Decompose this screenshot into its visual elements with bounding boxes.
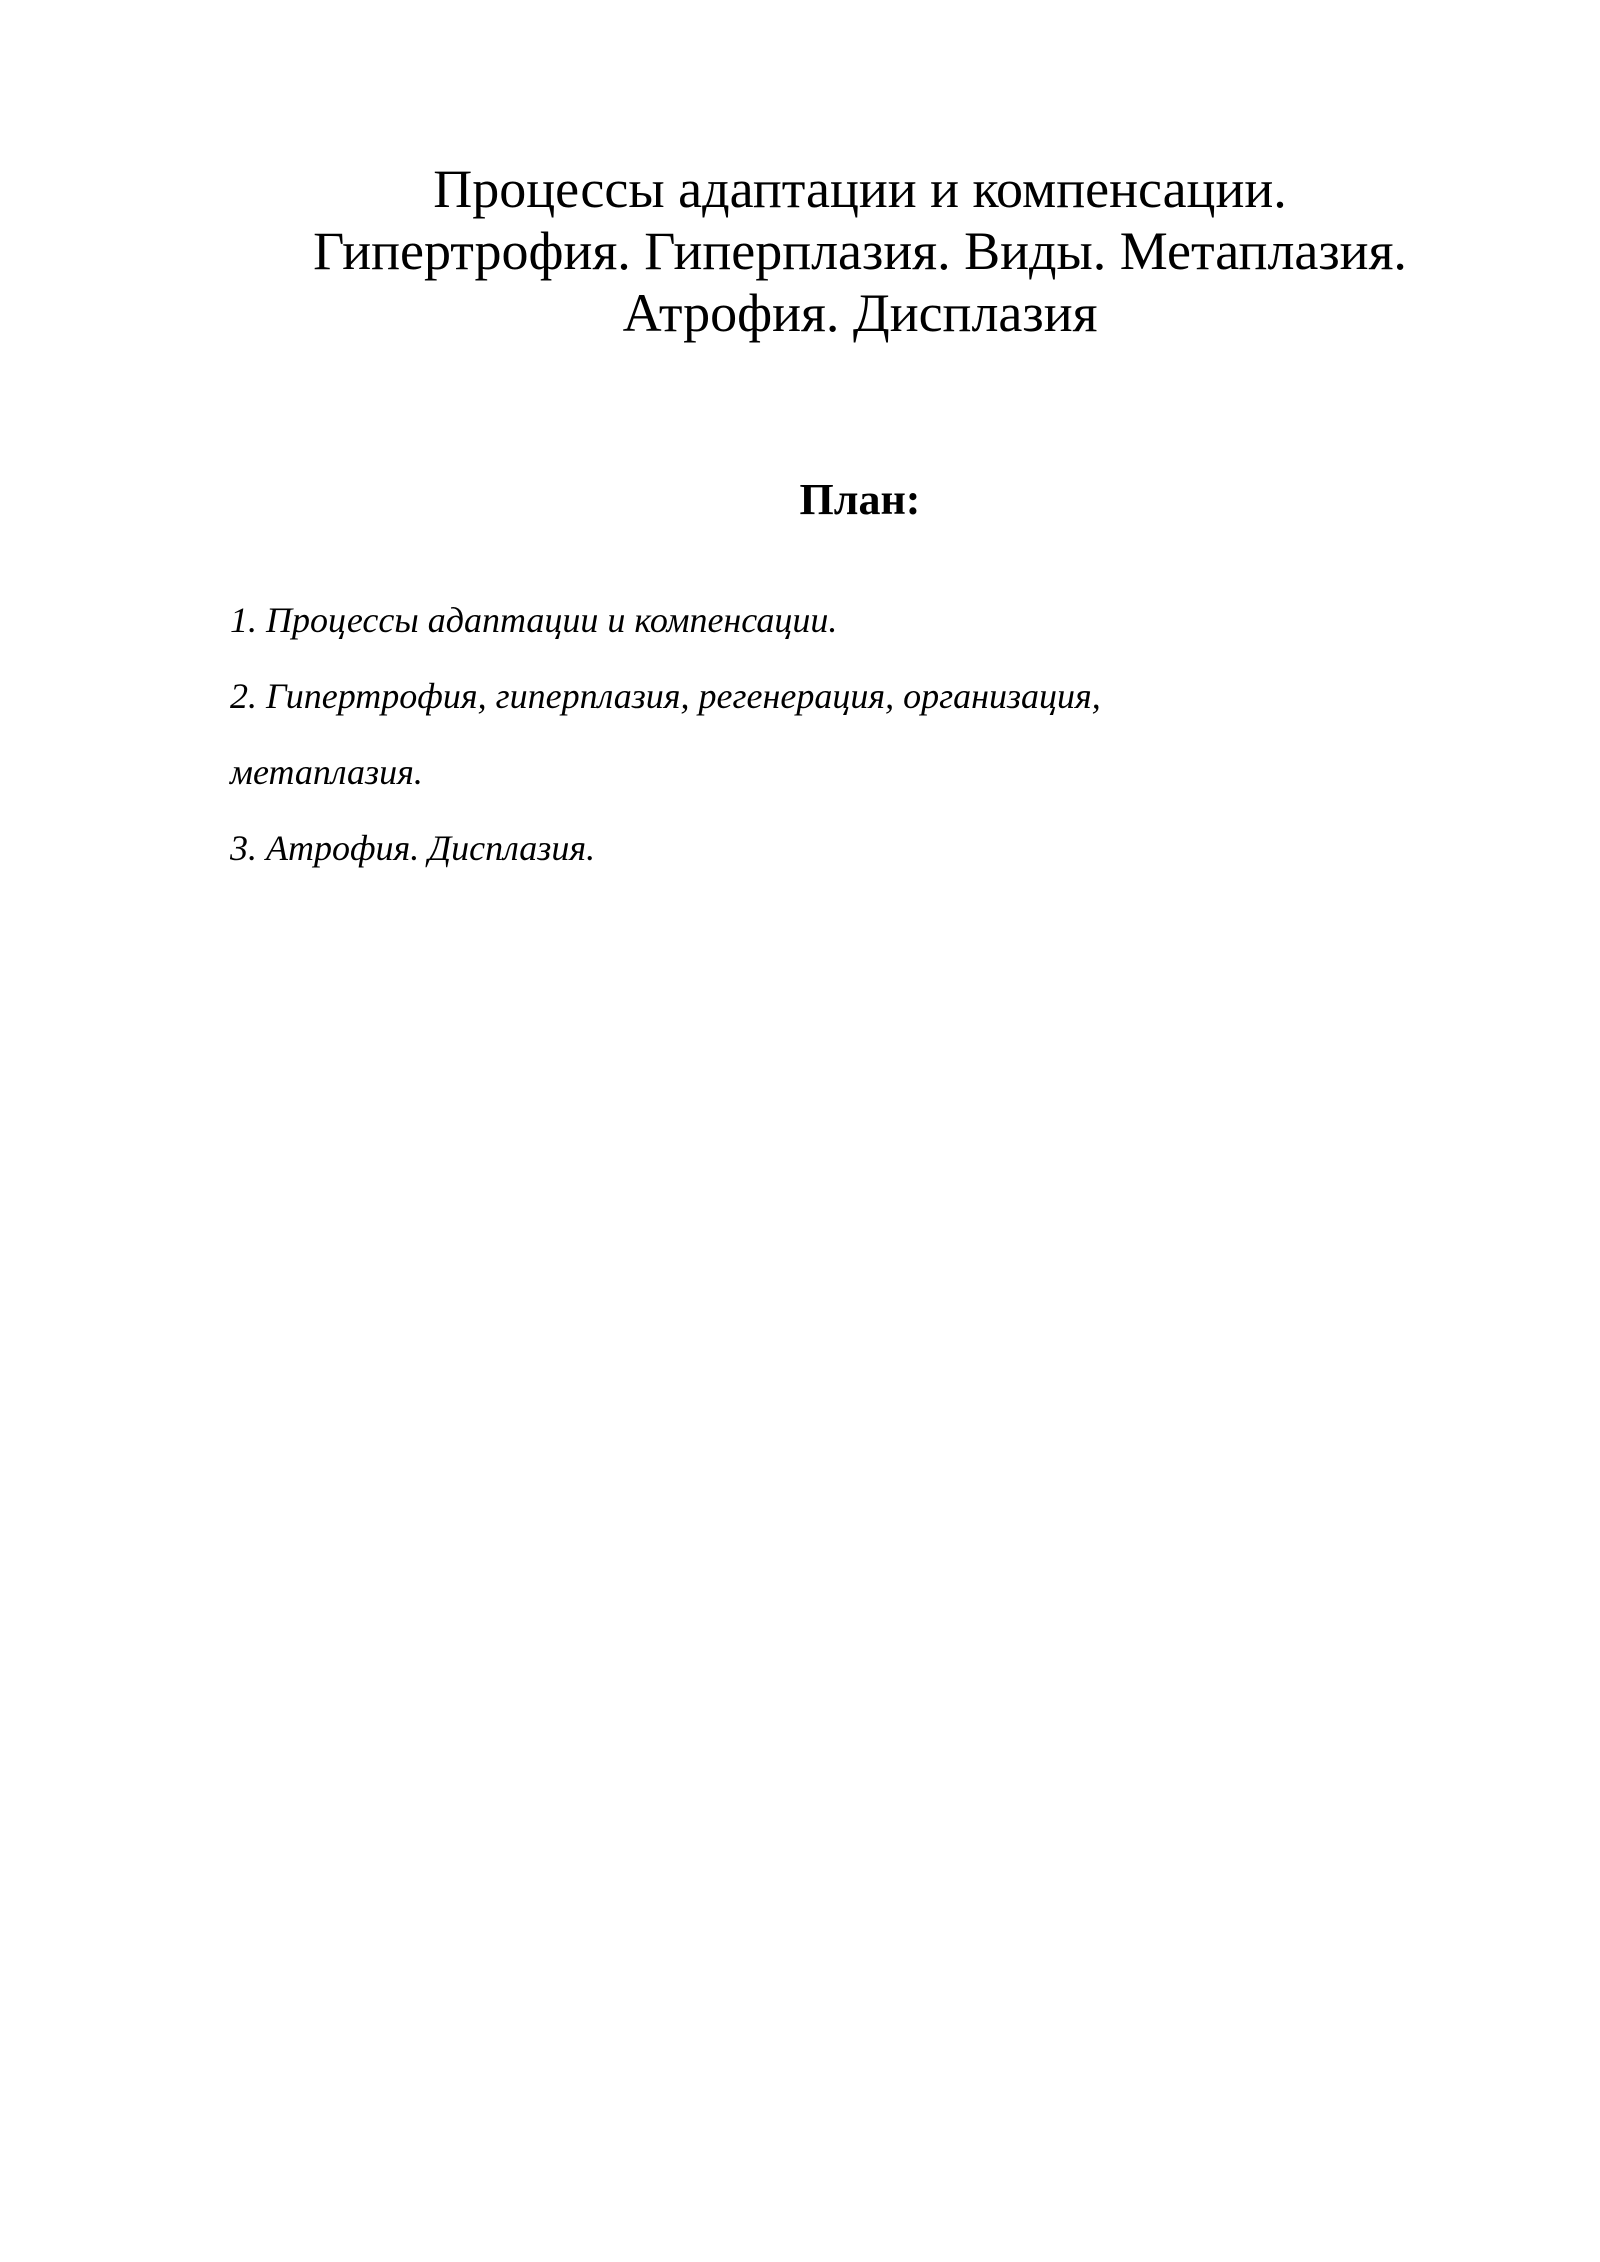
plan-item: 1. Процессы адаптации и компенсации.: [230, 600, 838, 640]
plan-list: [230, 582, 1430, 886]
title-line: Гипертрофия. Гиперплазия. Виды. Метаплазия.: [313, 221, 1407, 281]
document-title: [230, 158, 1490, 344]
title-line: Процессы адаптации и компенсации.: [433, 159, 1287, 219]
plan-item-continuation: метаплазия.: [230, 752, 423, 792]
plan-heading: План:: [799, 475, 921, 524]
plan-item: 2. Гипертрофия, гиперплазия, регенерация, организация,: [230, 676, 1101, 716]
title-line: Атрофия. Дисплазия: [622, 283, 1098, 343]
plan-item: 3. Атрофия. Дисплазия.: [230, 828, 596, 868]
